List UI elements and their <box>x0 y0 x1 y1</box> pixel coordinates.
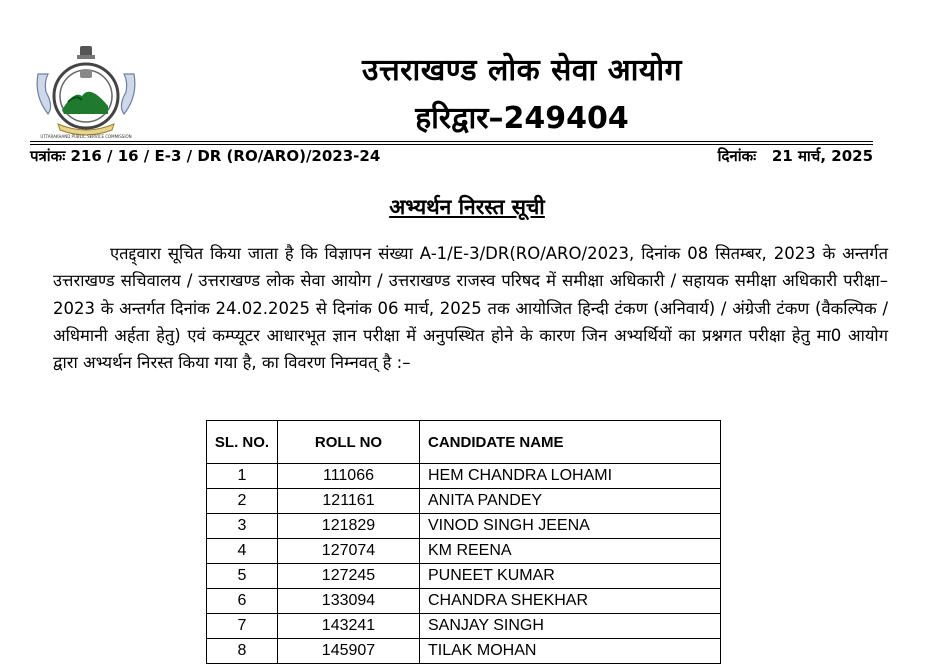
logo-caption: UTTARAKHAND PUBLIC SERVICE COMMISSION <box>40 134 132 139</box>
cell-roll-no: 121829 <box>278 514 420 539</box>
cell-candidate-name: SANJAY SINGH <box>420 614 721 639</box>
cell-roll-no: 143241 <box>278 614 420 639</box>
document-title-text: अभ्यर्थन निरस्त सूची <box>389 195 545 219</box>
table-row <box>207 539 721 564</box>
cell-roll-no: 121161 <box>278 489 420 514</box>
cell-sl-no: 8 <box>207 639 278 664</box>
cell-candidate-name: ANITA PANDEY <box>420 489 721 514</box>
cancelled-candidates-table <box>206 420 721 664</box>
table-row <box>207 639 721 664</box>
cell-candidate-name: KM REENA <box>420 539 721 564</box>
cell-sl-no: 6 <box>207 589 278 614</box>
table-row <box>207 614 721 639</box>
column-header-sl-no: SL. NO. <box>207 421 278 464</box>
cell-candidate-name: VINOD SINGH JEENA <box>420 514 721 539</box>
notice-body: एतद्द्वारा सूचित किया जाता है कि विज्ञापन संख्या A-1/E-3/DR(RO/ARO/2023, दिनांक 08 सितम्बर, 2023 के अन्तर्गत उत्तराखण्ड सचिवालय / उत्तराखण्ड लोक सेवा आयोग / उत्तराखण्ड राजस्व परिषद में समीक्षा अधिकारी / सहायक समीक्षा अधिकारी परीक्षा–2023 के अन्तर्गत दिनांक 24.02.2025 से दिनांक 06 मार्च, 2025 तक आयोजित हिन्दी टंकण (अनिवार्य) / अंग्रेजी टंकण (वैकल्पिक / अधिमानी अर्हता हेतु) एवं कम्प्यूटर आधारभूत ज्ञान परीक्षा में अनुपस्थित होने के कारण जिन अभ्यर्थियों का प्रश्नगत परीक्षा हेतु मा0 आयोग द्वारा अभ्यर्थन निरस्त किया गया है, का विवरण निम्नवत् है :– <box>53 244 888 373</box>
header-divider <box>30 141 873 142</box>
organization-city: हरिद्वार–249404 <box>415 101 629 136</box>
cell-roll-no: 145907 <box>278 639 420 664</box>
cell-sl-no: 5 <box>207 564 278 589</box>
issue-date: दिनांकः 21 मार्च, 2025 <box>717 147 873 165</box>
cell-sl-no: 3 <box>207 514 278 539</box>
reference-row <box>30 146 873 166</box>
column-header-candidate-name: CANDIDATE NAME <box>420 421 721 464</box>
column-header-roll-no: ROLL NO <box>278 421 420 464</box>
organization-name: उत्तराखण्ड लोक सेवा आयोग <box>362 53 682 88</box>
table-row <box>207 464 721 489</box>
cell-sl-no: 4 <box>207 539 278 564</box>
cell-candidate-name: HEM CHANDRA LOHAMI <box>420 464 721 489</box>
cell-roll-no: 133094 <box>278 589 420 614</box>
table-row <box>207 489 721 514</box>
cell-sl-no: 2 <box>207 489 278 514</box>
cell-candidate-name: PUNEET KUMAR <box>420 564 721 589</box>
cell-candidate-name: TILAK MOHAN <box>420 639 721 664</box>
cell-roll-no: 127245 <box>278 564 420 589</box>
document-title <box>0 193 934 221</box>
reference-number: पत्रांकः 216 / 16 / E-3 / DR (RO/ARO)/2023-24 <box>30 147 381 165</box>
cell-roll-no: 127074 <box>278 539 420 564</box>
cell-sl-no: 7 <box>207 614 278 639</box>
table-row <box>207 564 721 589</box>
header-divider-secondary <box>30 144 873 145</box>
table-row <box>207 514 721 539</box>
table-row <box>207 589 721 614</box>
cell-sl-no: 1 <box>207 464 278 489</box>
cell-roll-no: 111066 <box>278 464 420 489</box>
cell-candidate-name: CHANDRA SHEKHAR <box>420 589 721 614</box>
table-header-row <box>207 421 721 464</box>
